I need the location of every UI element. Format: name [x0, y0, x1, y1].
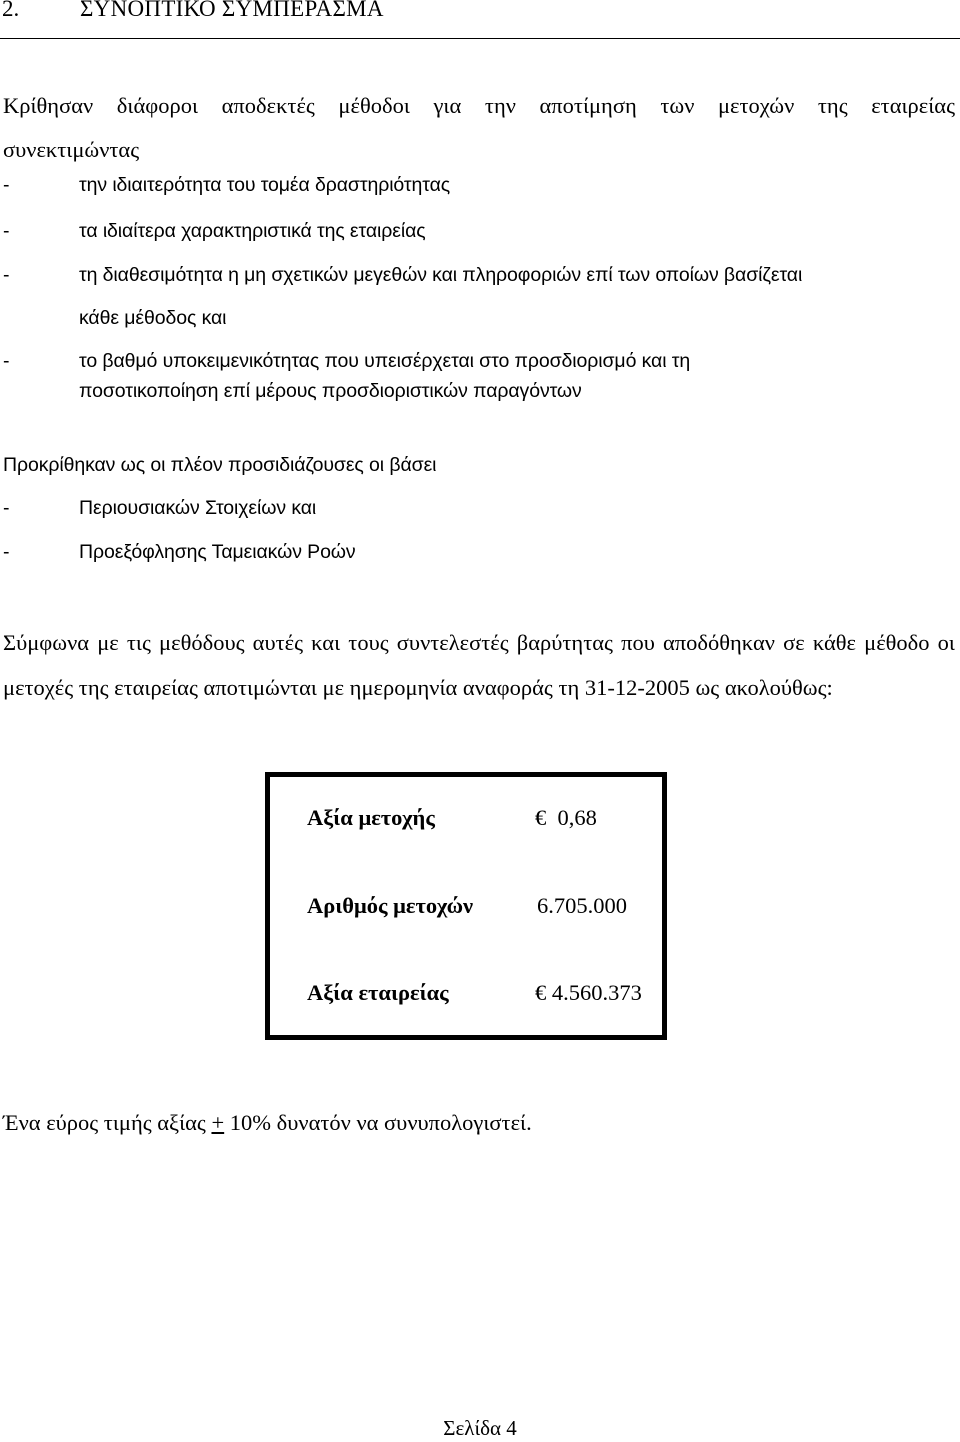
agreement-paragraph: Σύμφωνα με τις μεθόδους αυτές και τους συντελεστές βαρύτητας που αποδόθηκαν σε κάθε μέθοδο οι μετοχές της εταιρείας αποτιμώνται με ημερομηνία αναφοράς τη 31-12-2005 ως ακολούθως: — [3, 630, 955, 700]
section-title: ΣΥΝΟΠΤΙΚΟ ΣΥΜΠΕΡΑΣΜΑ — [80, 0, 384, 21]
list-item-continuation — [0, 380, 960, 408]
range-note-before: Ένα εύρος τιμής αξίας — [3, 1110, 212, 1135]
share-value-label: Αξία μετοχής — [307, 805, 435, 830]
list-item — [0, 350, 960, 378]
plus-minus-sign: + — [211, 1110, 225, 1135]
list-item — [0, 497, 960, 525]
page-number: Σελίδα 4 — [443, 1416, 517, 1440]
list-item — [0, 174, 960, 202]
list-item-text: τη διαθεσιμότητα η μη σχετικών μεγεθών και πληροφοριών επί των οποίων βασίζεται — [79, 264, 803, 286]
section-heading — [0, 0, 960, 34]
intro-paragraph: Κρίθησαν διάφοροι αποδεκτές μέθοδοι για την αποτίμηση των μετοχών της εταιρείας συνεκτιμώντας — [3, 93, 955, 162]
list-item-text: Προεξόφλησης Ταμειακών Ροών — [79, 541, 356, 563]
list-item — [0, 541, 960, 569]
list-bullet: - — [3, 350, 10, 372]
range-note — [3, 1108, 532, 1138]
list-bullet: - — [3, 220, 10, 242]
company-value-label: Αξία εταιρείας — [307, 980, 449, 1005]
share-count-row — [307, 890, 647, 922]
company-value-amount: € 4.560.373 — [535, 980, 642, 1005]
list-item-text: το βαθμό υποκειμενικότητας που υπεισέρχεται στο προσδιορισμό και τη — [79, 350, 691, 372]
company-value-row — [307, 977, 647, 1009]
list-item — [0, 220, 960, 248]
list-bullet: - — [3, 264, 10, 286]
share-value-amount: € 0,68 — [535, 805, 597, 830]
list-item-continuation — [0, 307, 960, 335]
share-count-amount: 6.705.000 — [537, 893, 627, 918]
list-bullet: - — [3, 541, 10, 563]
list-item-text: Περιουσιακών Στοιχείων και — [79, 497, 317, 519]
heading-divider — [0, 38, 960, 39]
preferred-heading: Προκρίθηκαν ως οι πλέον προσιδιάζουσες οι βάσει — [3, 454, 437, 476]
list-item-text: τα ιδιαίτερα χαρακτηριστικά της εταιρείας — [79, 220, 426, 242]
valuation-box — [265, 772, 667, 1040]
list-bullet: - — [3, 497, 10, 519]
section-number: 2. — [2, 0, 20, 21]
list-item-text: κάθε μέθοδος και — [79, 307, 227, 329]
list-bullet: - — [3, 174, 10, 196]
list-item — [0, 264, 960, 292]
range-note-after: 10% δυνατόν να συνυπολογιστεί. — [224, 1110, 532, 1135]
share-count-label: Αριθμός μετοχών — [307, 893, 474, 918]
share-value-row — [307, 802, 647, 834]
list-item-text: την ιδιαιτερότητα του τομέα δραστηριότητας — [79, 174, 451, 196]
list-item-text: ποσοτικοποίηση επί μέρους προσδιοριστικών παραγόντων — [79, 380, 582, 402]
